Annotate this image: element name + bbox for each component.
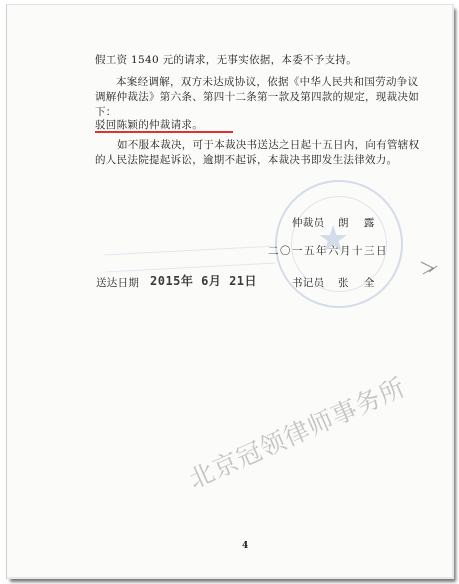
arbitrator-role: 仲裁员 [292, 217, 325, 229]
delivery-date-stamp: 2015年 6月 21日 [150, 274, 258, 288]
clerk-name: 张 全 [338, 277, 381, 289]
faded-stamp [105, 246, 276, 273]
body-text-line: 下： [95, 106, 117, 118]
star-icon: ★ [317, 219, 350, 260]
document-page [6, 4, 454, 579]
ruling-highlight-underline [95, 131, 233, 133]
ruling-date: 二〇一五年六月十三日 [268, 245, 388, 257]
body-text-line: 的人民法院提起诉讼，逾期不起诉，本裁决书即发生法律效力。 [95, 154, 398, 166]
body-text-line: 如不服本裁决，可于本裁决书送达之日起十五日内，向有管辖权 [117, 139, 420, 151]
body-text-line: 本案经调解，双方未达成协议，依据《中华人民共和国劳动争议 [116, 76, 419, 88]
watermark-text: 北京冠领律师事务所 [184, 372, 410, 495]
body-text-line: 假工资 1540 元的请求，无事实依据，本委不予支持。 [95, 54, 357, 66]
corner-mark-icon [419, 260, 439, 278]
arbitrator-name: 朗 露 [338, 217, 381, 229]
delivery-date-label: 送达日期 [96, 277, 140, 289]
body-text-line: 调解仲裁法》第六条、第四十二条第一款及第四款的规定，现裁决如 [95, 91, 419, 103]
ruling-text: 驳回陈颖的仲裁请求。 [95, 119, 203, 131]
page-number: 4 [242, 541, 249, 551]
clerk-role: 书记员 [292, 277, 325, 289]
